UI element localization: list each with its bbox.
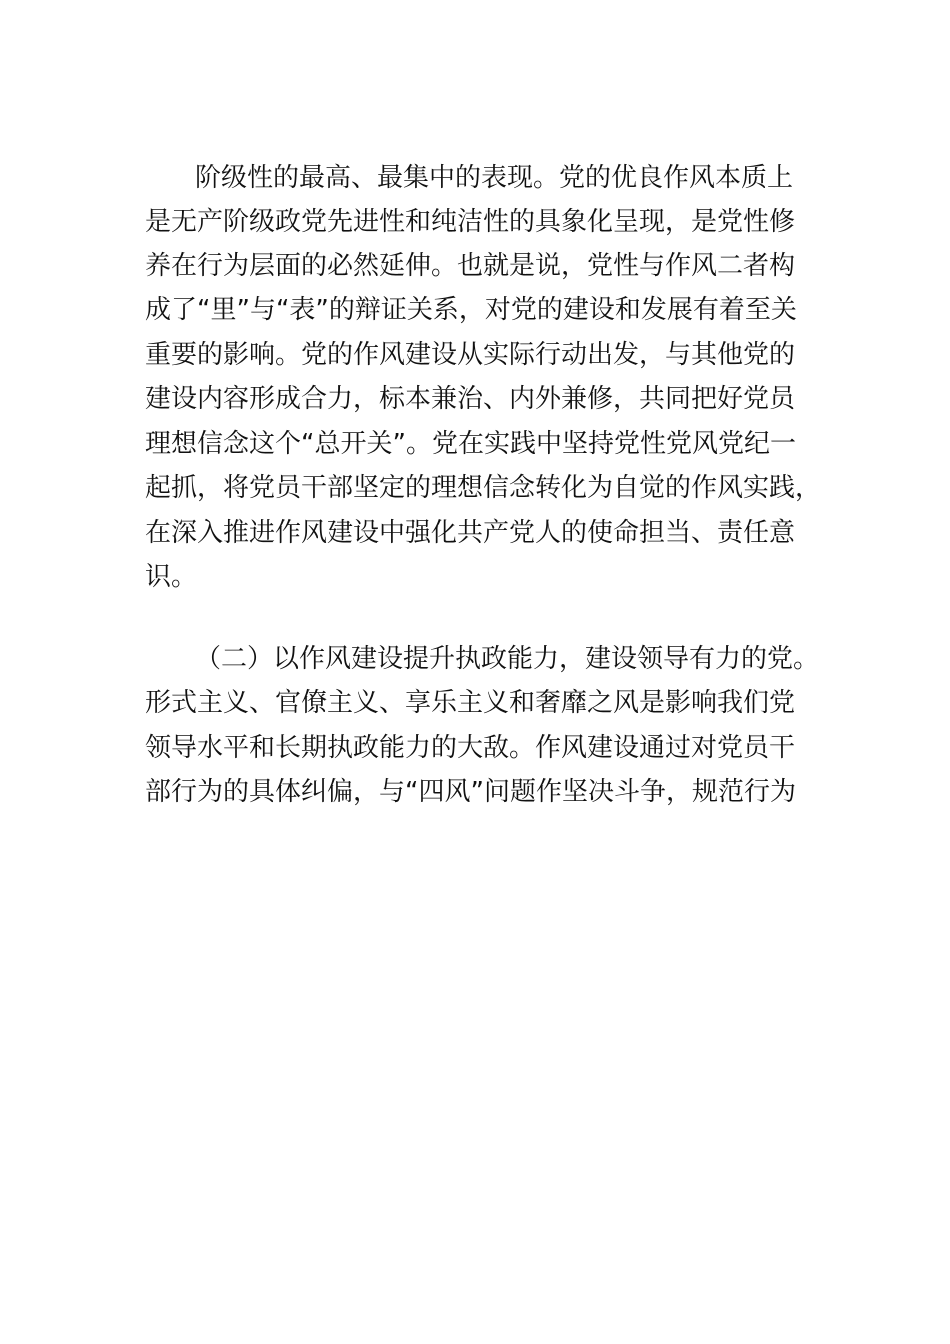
paragraph-1-line-6: 建设内容形成合力，标本兼治、内外兼修，共同把好党员 <box>145 384 796 414</box>
paragraph-1-line-10: 识。 <box>145 562 198 592</box>
paragraph-1-line-7: 理想信念这个“总开关”。党在实践中坚持党性党风党纪一 <box>145 429 796 459</box>
paragraph-1-line-4: 成了“里”与“表”的辩证关系，对党的建设和发展有着至关 <box>145 295 797 325</box>
paragraph-1-line-5: 重要的影响。党的作风建设从实际行动出发，与其他党的 <box>145 340 796 370</box>
paragraph-1-line-8: 起抓，将党员干部坚定的理想信念转化为自觉的作风实践， <box>145 473 822 503</box>
paragraph-2-line-3: 领导水平和长期执政能力的大敌。作风建设通过对党员干 <box>145 733 796 763</box>
paragraph-1-line-9: 在深入推进作风建设中强化共产党人的使命担当、责任意 <box>145 518 796 548</box>
paragraph-1-line-1: 阶级性的最高、最集中的表现。党的优良作风本质上 <box>195 163 794 193</box>
paragraph-2-line-4: 部行为的具体纠偏，与“四风”问题作坚决斗争，规范行为 <box>145 777 796 807</box>
paragraph-1-line-3: 养在行为层面的必然延伸。也就是说，党性与作风二者构 <box>145 251 796 281</box>
paragraph-2-line-2: 形式主义、官僚主义、享乐主义和奢靡之风是影响我们党 <box>145 688 796 718</box>
paragraph-1-line-2: 是无产阶级政党先进性和纯洁性的具象化呈现，是党性修 <box>145 207 796 237</box>
paragraph-2-line-1: （二）以作风建设提升执政能力，建设领导有力的党。 <box>195 644 820 674</box>
